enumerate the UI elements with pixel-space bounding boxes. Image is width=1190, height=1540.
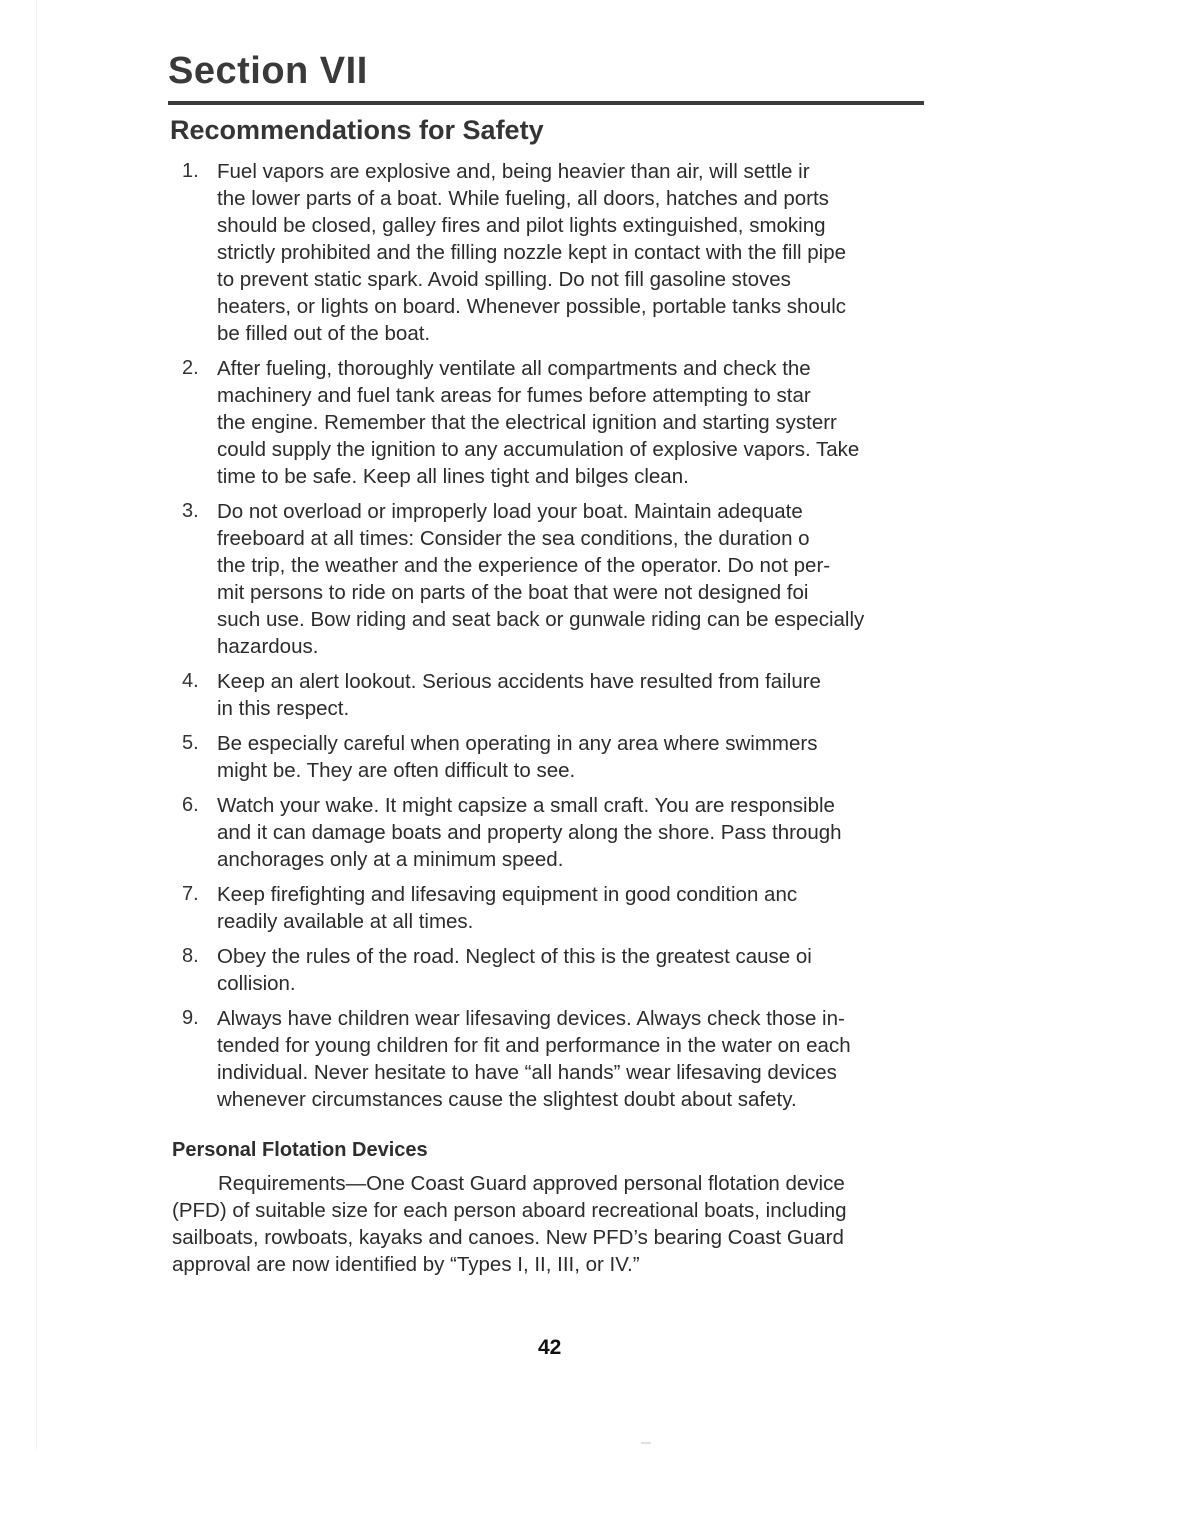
text-line: the engine. Remember that the electrical ignition and starting systerr bbox=[217, 411, 837, 434]
text-line: strictly prohibited and the filling nozzle kept in contact with the fill pipe bbox=[217, 241, 847, 264]
text-line: Fuel vapors are explosive and, being heavier than air, will settle ir bbox=[217, 160, 810, 183]
pfd-heading: Personal Flotation Devices bbox=[172, 1139, 428, 1161]
text-line: the lower parts of a boat. While fueling, all doors, hatches and ports bbox=[217, 187, 829, 210]
text-line: individual. Never hesitate to have “all hands” wear lifesaving devices bbox=[217, 1061, 837, 1084]
text-line: time to be safe. Keep all lines tight and bilges clean. bbox=[217, 465, 689, 488]
section-title: Section VII bbox=[168, 50, 368, 92]
text-line: to prevent static spark. Avoid spilling. Do not fill gasoline stoves bbox=[217, 268, 791, 291]
text-line: freeboard at all times: Consider the sea conditions, the duration o bbox=[217, 527, 810, 550]
text-line: Obey the rules of the road. Neglect of this is the greatest cause oi bbox=[217, 945, 812, 968]
text-line: anchorages only at a minimum speed. bbox=[217, 848, 564, 871]
list-item-text bbox=[217, 1005, 936, 1113]
list-item-number: 8. bbox=[182, 945, 199, 967]
list-item bbox=[178, 1005, 936, 1113]
list-item-text bbox=[217, 355, 936, 490]
scan-mark bbox=[641, 1442, 651, 1444]
section-subtitle: Recommendations for Safety bbox=[170, 115, 544, 145]
text-line: mit persons to ride on parts of the boat that were not designed foi bbox=[217, 581, 809, 604]
text-line: could supply the ignition to any accumulation of explosive vapors. Take bbox=[217, 438, 860, 461]
list-item-text bbox=[217, 498, 936, 660]
list-item bbox=[178, 668, 936, 722]
list-item bbox=[178, 158, 936, 347]
list-item-text bbox=[217, 792, 936, 873]
list-item-number: 4. bbox=[182, 670, 199, 692]
text-line: tended for young children for fit and performance in the water on each bbox=[217, 1034, 851, 1057]
list-item-text bbox=[217, 668, 936, 722]
text-line: collision. bbox=[217, 972, 296, 995]
text-line: Keep firefighting and lifesaving equipment in good condition anc bbox=[217, 883, 798, 906]
text-line: and it can damage boats and property along the shore. Pass through bbox=[217, 821, 842, 844]
list-item-text bbox=[217, 158, 936, 347]
list-item-number: 6. bbox=[182, 794, 199, 816]
text-line: the trip, the weather and the experience of the operator. Do not per- bbox=[217, 554, 831, 577]
text-line: Do not overload or improperly load your boat. Maintain adequate bbox=[217, 500, 803, 523]
list-item bbox=[178, 943, 936, 997]
text-line: Keep an alert lookout. Serious accidents have resulted from failure bbox=[217, 670, 821, 693]
text-line: approval are now identified by “Types I, II, III, or IV.” bbox=[172, 1253, 640, 1276]
text-line: machinery and fuel tank areas for fumes before attempting to star bbox=[217, 384, 811, 407]
list-item-text bbox=[217, 943, 936, 997]
text-line: Requirements—One Coast Guard approved personal flotation device bbox=[218, 1172, 845, 1195]
list-item-number: 2. bbox=[182, 357, 199, 379]
list-item bbox=[178, 730, 936, 784]
list-item-number: 5. bbox=[182, 732, 199, 754]
text-line: (PFD) of suitable size for each person aboard recreational boats, including bbox=[172, 1199, 847, 1222]
safety-recommendations-list bbox=[178, 158, 936, 1121]
text-line: whenever circumstances cause the slightest doubt about safety. bbox=[217, 1088, 797, 1111]
list-item-number: 9. bbox=[182, 1007, 199, 1029]
text-line: sailboats, rowboats, kayaks and canoes. New PFD’s bearing Coast Guard bbox=[172, 1226, 844, 1249]
text-line: such use. Bow riding and seat back or gunwale riding can be especially bbox=[217, 608, 865, 631]
title-rule bbox=[168, 101, 924, 105]
scan-edge bbox=[36, 0, 37, 1450]
text-line: heaters, or lights on board. Whenever possible, portable tanks shoulc bbox=[217, 295, 847, 318]
list-item-text bbox=[217, 881, 936, 935]
text-line: might be. They are often difficult to see. bbox=[217, 759, 576, 782]
list-item-number: 1. bbox=[182, 160, 199, 182]
text-line: Be especially careful when operating in any area where swimmers bbox=[217, 732, 818, 755]
list-item-text bbox=[217, 730, 936, 784]
text-line: Watch your wake. It might capsize a small craft. You are responsible bbox=[217, 794, 835, 817]
text-line: After fueling, thoroughly ventilate all compartments and check the bbox=[217, 357, 811, 380]
text-line: be filled out of the boat. bbox=[217, 322, 431, 345]
pfd-paragraph bbox=[172, 1170, 934, 1278]
text-line: readily available at all times. bbox=[217, 910, 474, 933]
list-item bbox=[178, 792, 936, 873]
list-item-number: 7. bbox=[182, 883, 199, 905]
list-item-number: 3. bbox=[182, 500, 199, 522]
text-line: in this respect. bbox=[217, 697, 350, 720]
text-line: hazardous. bbox=[217, 635, 319, 658]
list-item bbox=[178, 881, 936, 935]
page-number: 42 bbox=[538, 1336, 562, 1359]
list-item bbox=[178, 355, 936, 490]
text-line: Always have children wear lifesaving devices. Always check those in- bbox=[217, 1007, 845, 1030]
list-item bbox=[178, 498, 936, 660]
text-line: should be closed, galley fires and pilot lights extinguished, smoking bbox=[217, 214, 826, 237]
